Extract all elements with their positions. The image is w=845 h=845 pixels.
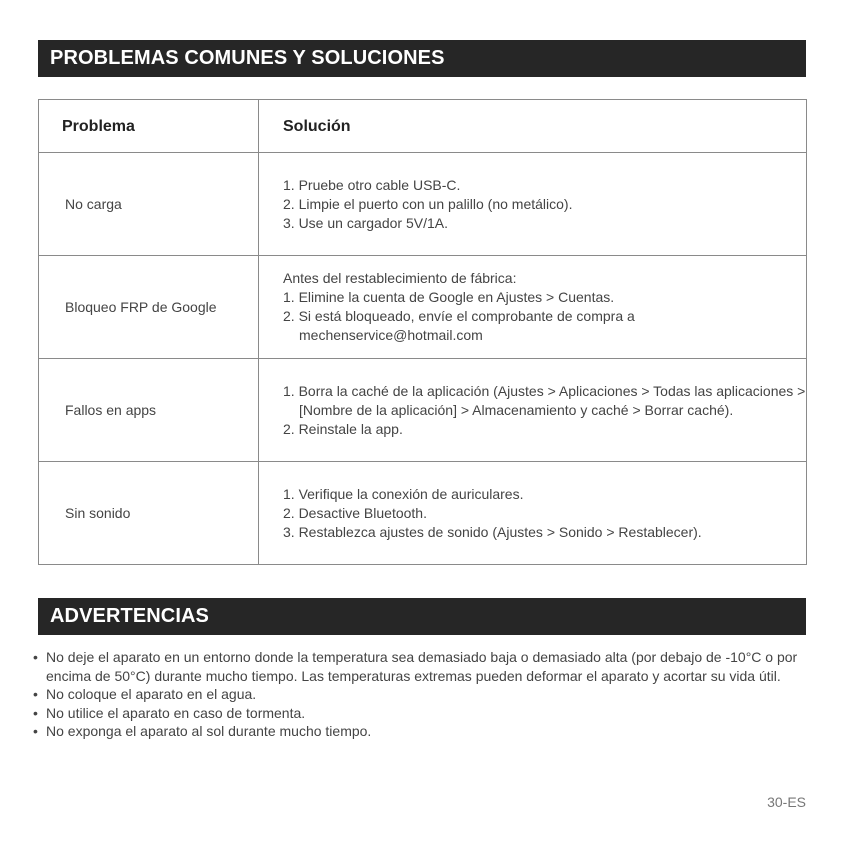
warning-item: • No deje el aparato en un entorno donde la temperatura sea demasiado baja o demasiado alta (por debajo de -10°C o por encima de 50°C) durante mucho tiempo. Las temperaturas extremas pueden deformar el aparato y acortar su vida útil. — [30, 648, 810, 685]
solution-step: 3. Restablezca ajustes de sonido (Ajustes > Sonido > Restablecer). — [283, 523, 702, 540]
warnings-heading: ADVERTENCIAS — [38, 598, 806, 635]
solution-step: 2. Limpie el puerto con un palillo (no metálico). — [283, 195, 573, 212]
solution-cell — [259, 256, 807, 359]
solution-step: 2. Si está bloqueado, envíe el comprobante de compra a mechenservice@hotmail.com — [283, 308, 635, 343]
troubleshooting-table — [38, 99, 807, 565]
table-row — [39, 462, 807, 565]
table-row — [39, 359, 807, 462]
table-row — [39, 256, 807, 359]
warning-item: • No coloque el aparato en el agua. — [30, 685, 810, 704]
warning-item: • No exponga el aparato al sol durante mucho tiempo. — [30, 722, 810, 741]
warning-item: • No utilice el aparato en caso de tormenta. — [30, 704, 810, 723]
solution-step: 1. Elimine la cuenta de Google en Ajustes > Cuentas. — [283, 289, 615, 305]
solution-step: 1. Borra la caché de la aplicación (Ajustes > Aplicaciones > Todas las aplicaciones > [Nombre de la aplicación] > Almacenamiento y caché > Borrar caché). — [283, 382, 806, 418]
solution-intro: Antes del restablecimiento de fábrica: — [283, 270, 517, 286]
problem-cell: No carga — [39, 153, 259, 256]
column-header-solution: Solución — [259, 100, 807, 153]
problem-cell: Sin sonido — [39, 462, 259, 565]
table-row — [39, 153, 807, 256]
solution-step: 2. Desactive Bluetooth. — [283, 504, 427, 521]
solution-cell — [259, 153, 807, 256]
page-number: 30-ES — [767, 794, 806, 810]
column-header-problem: Problema — [39, 100, 259, 153]
solution-step: 1. Verifique la conexión de auriculares. — [283, 485, 524, 502]
solution-step: 1. Pruebe otro cable USB-C. — [283, 176, 461, 193]
solution-step: 3. Use un cargador 5V/1A. — [283, 214, 448, 231]
table-header-row — [39, 100, 807, 153]
solution-cell — [259, 359, 807, 462]
problem-cell: Fallos en apps — [39, 359, 259, 462]
solution-cell — [259, 462, 807, 565]
problem-cell: Bloqueo FRP de Google — [39, 256, 259, 359]
solution-step: 2. Reinstale la app. — [283, 420, 403, 437]
warnings-list — [30, 648, 810, 741]
troubleshooting-heading: PROBLEMAS COMUNES Y SOLUCIONES — [38, 40, 806, 77]
